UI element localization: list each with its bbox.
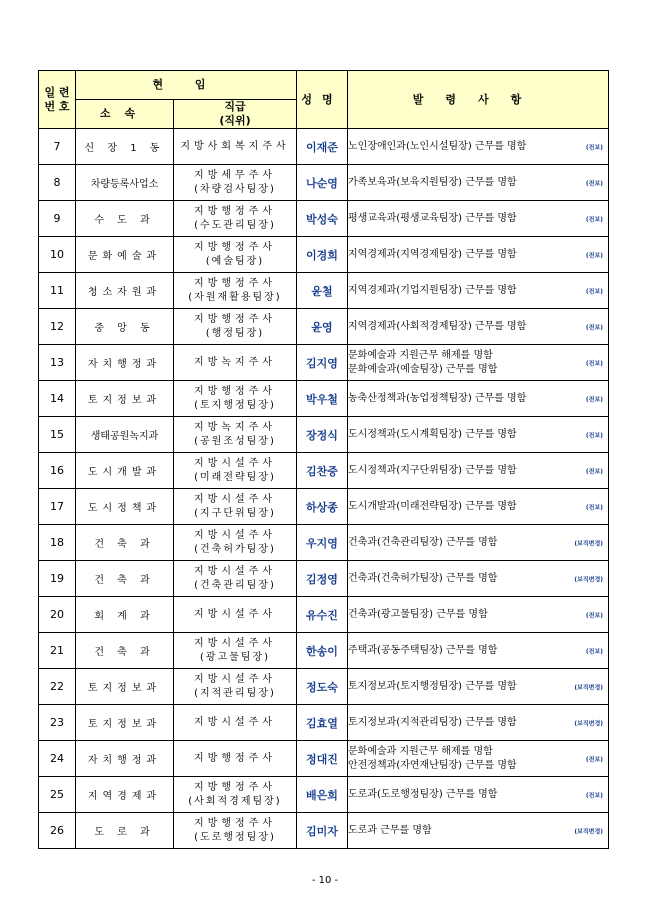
affiliation-cell: 회 계 과	[76, 597, 174, 633]
action-line: 노인장애인과(노인시설팀장) 근무를 명함	[348, 140, 527, 152]
row-number: 15	[39, 417, 76, 453]
row-number: 14	[39, 381, 76, 417]
action-line: 문화예술과 지원근무 해제를 명함	[348, 745, 493, 757]
header-name: 성명	[297, 71, 348, 129]
person-name: 박성숙	[297, 201, 348, 237]
rank-cell	[174, 381, 297, 417]
person-name: 김정영	[297, 561, 348, 597]
affiliation-cell: 자치행정과	[76, 345, 174, 381]
person-name: 이경희	[297, 237, 348, 273]
row-number: 8	[39, 165, 76, 201]
action-line: 지역경제과(지역경제팀장) 근무를 명함	[348, 248, 517, 260]
table-row	[39, 561, 609, 597]
actions-cell	[348, 129, 609, 165]
action-type-badge: (전보)	[585, 612, 603, 619]
table-row	[39, 813, 609, 849]
table-row	[39, 597, 609, 633]
rank-title: 지방행정주사	[194, 241, 276, 253]
row-number: 25	[39, 777, 76, 813]
rank-position: (광고물팀장)	[199, 651, 271, 663]
table-row	[39, 525, 609, 561]
person-name: 정도숙	[297, 669, 348, 705]
row-number: 20	[39, 597, 76, 633]
row-number: 18	[39, 525, 76, 561]
person-name: 김지영	[297, 345, 348, 381]
actions-cell	[348, 417, 609, 453]
rank-position: (행정팀장)	[205, 327, 265, 339]
rank-position: (건축관리팀장)	[194, 579, 276, 591]
person-name: 윤영	[297, 309, 348, 345]
rank-position: (지적관리팀장)	[194, 687, 276, 699]
row-number: 21	[39, 633, 76, 669]
header-serial-line1: 일 련	[44, 85, 70, 99]
actions-cell	[348, 381, 609, 417]
actions-cell	[348, 669, 609, 705]
person-name: 김찬중	[297, 453, 348, 489]
actions-cell	[348, 273, 609, 309]
action-line: 도로과(도로행정팀장) 근무를 명함	[348, 788, 498, 800]
action-type-badge: (전보)	[585, 180, 603, 187]
personnel-table	[38, 70, 609, 849]
action-type-badge: (보직변경)	[574, 720, 603, 727]
rank-title: 지방행정주사	[194, 313, 276, 325]
rank-title: 지방시설주사	[194, 716, 276, 728]
actions-cell	[348, 309, 609, 345]
page-number: - 10 -	[311, 875, 339, 886]
table-row	[39, 705, 609, 741]
action-line: 가족보육과(보육지원팀장) 근무를 명함	[348, 176, 517, 188]
actions-cell	[348, 813, 609, 849]
action-type-badge: (전보)	[585, 216, 603, 223]
rank-title: 지방시설주사	[194, 493, 276, 505]
action-line: 평생교육과(평생교육팀장) 근무를 명함	[348, 212, 517, 224]
person-name: 하상종	[297, 489, 348, 525]
header-rank-sub: (직위)	[219, 114, 251, 127]
rank-position: (수도관리팀장)	[194, 219, 276, 231]
rank-cell	[174, 561, 297, 597]
rank-position: (공원조성팀장)	[194, 435, 276, 447]
affiliation-cell: 문화예술과	[76, 237, 174, 273]
table-row	[39, 381, 609, 417]
rank-title: 지방시설주사	[194, 565, 276, 577]
actions-cell	[348, 597, 609, 633]
rank-cell	[174, 129, 297, 165]
action-type-badge: (전보)	[585, 756, 603, 763]
header-rank	[174, 100, 297, 129]
action-line: 안전정책과(자연재난팀장) 근무를 명함	[348, 759, 517, 771]
action-line: 주택과(공동주택팀장) 근무를 명함	[348, 644, 498, 656]
action-type-badge: (전보)	[585, 396, 603, 403]
header-affiliation: 소속	[76, 100, 174, 129]
rank-title: 지방행정주사	[194, 752, 276, 764]
row-number: 13	[39, 345, 76, 381]
rank-title: 지방행정주사	[194, 205, 276, 217]
actions-cell	[348, 561, 609, 597]
rank-cell	[174, 597, 297, 633]
table-row	[39, 417, 609, 453]
table-row	[39, 201, 609, 237]
actions-cell	[348, 525, 609, 561]
action-line: 도시정책과(지구단위팀장) 근무를 명함	[348, 464, 517, 476]
table-row	[39, 741, 609, 777]
affiliation-cell: 토지정보과	[76, 381, 174, 417]
row-number: 22	[39, 669, 76, 705]
action-type-badge: (전보)	[585, 432, 603, 439]
action-line: 문화예술과 지원근무 해제를 명함	[348, 349, 493, 361]
header-serial	[39, 71, 76, 129]
affiliation-cell: 차량등록사업소	[76, 165, 174, 201]
rank-cell	[174, 237, 297, 273]
action-line: 도시개발과(미래전략팀장) 근무를 명함	[348, 500, 517, 512]
row-number: 7	[39, 129, 76, 165]
table-row	[39, 273, 609, 309]
rank-cell	[174, 417, 297, 453]
person-name: 이재준	[297, 129, 348, 165]
action-line: 건축과(건축관리팀장) 근무를 명함	[348, 536, 498, 548]
rank-cell	[174, 201, 297, 237]
action-type-badge: (보직변경)	[574, 576, 603, 583]
affiliation-cell: 도시개발과	[76, 453, 174, 489]
rank-cell	[174, 345, 297, 381]
person-name: 장정식	[297, 417, 348, 453]
actions-cell	[348, 741, 609, 777]
row-number: 26	[39, 813, 76, 849]
action-type-badge: (보직변경)	[574, 540, 603, 547]
row-number: 16	[39, 453, 76, 489]
rank-title: 지방행정주사	[194, 385, 276, 397]
person-name: 박우철	[297, 381, 348, 417]
action-line: 토지정보과(지적관리팀장) 근무를 명함	[348, 716, 517, 728]
row-number: 24	[39, 741, 76, 777]
action-type-badge: (전보)	[585, 288, 603, 295]
rank-cell	[174, 165, 297, 201]
action-line: 도로과 근무를 명함	[348, 824, 432, 836]
table-row	[39, 633, 609, 669]
affiliation-cell: 청소자원과	[76, 273, 174, 309]
actions-cell	[348, 705, 609, 741]
actions-cell	[348, 453, 609, 489]
action-type-badge: (전보)	[585, 468, 603, 475]
actions-cell	[348, 201, 609, 237]
table-row	[39, 129, 609, 165]
rank-position: (예술팀장)	[205, 255, 265, 267]
row-number: 23	[39, 705, 76, 741]
rank-title: 지방행정주사	[194, 781, 276, 793]
rank-cell	[174, 669, 297, 705]
rank-cell	[174, 705, 297, 741]
table-row	[39, 165, 609, 201]
actions-cell	[348, 165, 609, 201]
rank-title: 지방사회복지주사	[180, 140, 290, 152]
rank-title: 지방세무주사	[194, 169, 276, 181]
affiliation-cell: 토지정보과	[76, 669, 174, 705]
action-line: 농축산정책과(농업정책팀장) 근무를 명함	[348, 392, 527, 404]
table-row	[39, 489, 609, 525]
action-line: 문화예술과(예술팀장) 근무를 명함	[348, 363, 498, 375]
action-type-badge: (보직변경)	[574, 684, 603, 691]
actions-cell	[348, 489, 609, 525]
actions-cell	[348, 777, 609, 813]
affiliation-cell: 수 도 과	[76, 201, 174, 237]
rank-cell	[174, 633, 297, 669]
rank-position: (건축허가팀장)	[194, 543, 276, 555]
header-rank-label: 직급	[224, 100, 246, 113]
rank-cell	[174, 489, 297, 525]
person-name: 한송이	[297, 633, 348, 669]
rank-cell	[174, 273, 297, 309]
affiliation-cell: 건 축 과	[76, 525, 174, 561]
person-name: 김효열	[297, 705, 348, 741]
rank-cell	[174, 741, 297, 777]
action-line: 건축과(광고물팀장) 근무를 명함	[348, 608, 488, 620]
action-line: 도시정책과(도시계획팀장) 근무를 명함	[348, 428, 517, 440]
rank-cell	[174, 813, 297, 849]
table-row	[39, 669, 609, 705]
person-name: 우지영	[297, 525, 348, 561]
table-row	[39, 777, 609, 813]
rank-cell	[174, 309, 297, 345]
rank-position: (사회적경제팀장)	[188, 795, 282, 807]
rank-cell	[174, 525, 297, 561]
action-type-badge: (전보)	[585, 252, 603, 259]
row-number: 17	[39, 489, 76, 525]
rank-title: 지방시설주사	[194, 637, 276, 649]
affiliation-cell: 지역경제과	[76, 777, 174, 813]
action-type-badge: (보직변경)	[574, 828, 603, 835]
header-serial-line2: 번 호	[44, 99, 70, 113]
rank-position: (미래전략팀장)	[194, 471, 276, 483]
rank-position: (도로행정팀장)	[194, 831, 276, 843]
action-type-badge: (전보)	[585, 360, 603, 367]
rank-title: 지방시설주사	[194, 608, 276, 620]
person-name: 정대진	[297, 741, 348, 777]
rank-position: (자원재활용팀장)	[188, 291, 282, 303]
action-line: 지역경제과(기업지원팀장) 근무를 명함	[348, 284, 517, 296]
header-current: 현 임	[76, 71, 297, 100]
action-line: 토지정보과(토지행정팀장) 근무를 명함	[348, 680, 517, 692]
action-line: 지역경제과(사회적경제팀장) 근무를 명함	[348, 320, 527, 332]
affiliation-cell: 생태공원녹지과	[76, 417, 174, 453]
person-name: 유수진	[297, 597, 348, 633]
row-number: 11	[39, 273, 76, 309]
rank-title: 지방시설주사	[194, 457, 276, 469]
header-actions: 발령사항	[348, 71, 609, 129]
person-name: 김미자	[297, 813, 348, 849]
actions-cell	[348, 237, 609, 273]
affiliation-cell: 토지정보과	[76, 705, 174, 741]
row-number: 10	[39, 237, 76, 273]
action-line: 건축과(건축허가팀장) 근무를 명함	[348, 572, 498, 584]
person-name: 나순영	[297, 165, 348, 201]
rank-title: 지방녹지주사	[194, 356, 276, 368]
rank-position: (지구단위팀장)	[194, 507, 276, 519]
action-type-badge: (전보)	[585, 648, 603, 655]
person-name: 배은희	[297, 777, 348, 813]
table-row	[39, 237, 609, 273]
action-type-badge: (전보)	[585, 144, 603, 151]
action-type-badge: (전보)	[585, 792, 603, 799]
actions-cell	[348, 633, 609, 669]
affiliation-cell: 건 축 과	[76, 633, 174, 669]
table-row	[39, 309, 609, 345]
affiliation-cell: 자치행정과	[76, 741, 174, 777]
row-number: 9	[39, 201, 76, 237]
affiliation-cell: 신 장 1 동	[76, 129, 174, 165]
row-number: 12	[39, 309, 76, 345]
person-name: 윤철	[297, 273, 348, 309]
affiliation-cell: 도시정책과	[76, 489, 174, 525]
row-number: 19	[39, 561, 76, 597]
action-type-badge: (전보)	[585, 504, 603, 511]
rank-cell	[174, 453, 297, 489]
table-row	[39, 345, 609, 381]
rank-title: 지방시설주사	[194, 673, 276, 685]
rank-title: 지방행정주사	[194, 277, 276, 289]
affiliation-cell: 도 로 과	[76, 813, 174, 849]
actions-cell	[348, 345, 609, 381]
rank-title: 지방행정주사	[194, 817, 276, 829]
rank-title: 지방시설주사	[194, 529, 276, 541]
rank-cell	[174, 777, 297, 813]
rank-position: (차량검사팀장)	[194, 183, 276, 195]
action-type-badge: (전보)	[585, 324, 603, 331]
table-row	[39, 453, 609, 489]
rank-position: (토지행정팀장)	[194, 399, 276, 411]
affiliation-cell: 중 앙 동	[76, 309, 174, 345]
affiliation-cell: 건 축 과	[76, 561, 174, 597]
rank-title: 지방녹지주사	[194, 421, 276, 433]
